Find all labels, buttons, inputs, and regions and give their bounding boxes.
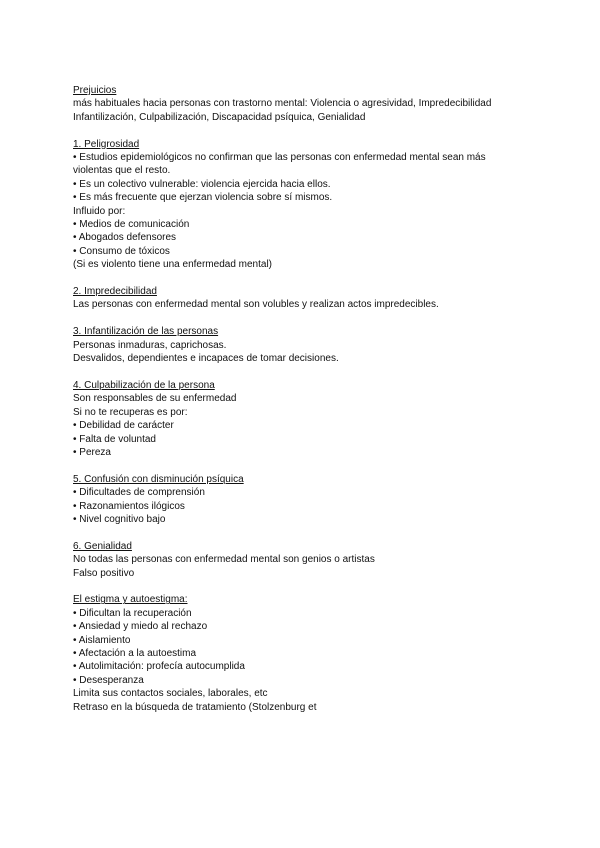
section bbox=[73, 379, 543, 459]
section bbox=[73, 325, 543, 365]
section-line: • Estudios epidemiológicos no confirman que las personas con enfermedad mental sean más bbox=[73, 152, 486, 164]
section-line: • Abogados defensores bbox=[73, 232, 177, 244]
intro-heading: Prejuicios bbox=[73, 85, 117, 96]
section-line: Son responsables de su enfermedad bbox=[73, 393, 237, 405]
section-heading: 4. Culpabilización de la persona bbox=[73, 379, 215, 391]
section-line: • Es más frecuente que ejerzan violencia sobre sí mismos. bbox=[73, 192, 333, 204]
section bbox=[73, 540, 543, 580]
section-line: Limita sus contactos sociales, laborales, etc bbox=[73, 688, 268, 700]
section-spacer bbox=[73, 312, 543, 325]
section-line: Retraso en la búsqueda de tratamiento (Stolzenburg et bbox=[73, 701, 317, 713]
section-spacer bbox=[73, 526, 543, 539]
section-line: • Razonamientos ilógicos bbox=[73, 500, 185, 512]
section-line: • Medios de comunicación bbox=[73, 219, 190, 231]
section bbox=[73, 473, 543, 527]
document-body bbox=[73, 84, 543, 714]
section-spacer bbox=[73, 580, 543, 593]
section-heading: 1. Peligrosidad bbox=[73, 138, 140, 150]
section-line: Las personas con enfermedad mental son volubles y realizan actos impredecibles. bbox=[73, 299, 439, 311]
section-line: • Es un colectivo vulnerable: violencia ejercida hacia ellos. bbox=[73, 178, 331, 190]
intro-line: más habituales hacia personas con trastorno mental: Violencia o agresividad, Impredecibilidad bbox=[73, 98, 492, 110]
section-spacer bbox=[73, 459, 543, 472]
section-line: (Si es violento tiene una enfermedad mental) bbox=[73, 259, 273, 271]
section-line: violentas que el resto. bbox=[73, 165, 171, 177]
section-line: Si no te recuperas es por: bbox=[73, 406, 188, 418]
section-line: • Consumo de tóxicos bbox=[73, 245, 170, 257]
section-line: Desvalidos, dependientes e incapaces de tomar decisiones. bbox=[73, 353, 339, 365]
section-line: • Pereza bbox=[73, 446, 111, 458]
section-heading: 2. Impredecibilidad bbox=[73, 286, 157, 298]
section-line: • Autolimitación: profecía autocumplida bbox=[73, 661, 245, 673]
section-line: • Ansiedad y miedo al rechazo bbox=[73, 621, 208, 633]
section-spacer bbox=[73, 365, 543, 378]
section-line: • Afectación a la autoestima bbox=[73, 647, 197, 659]
section-spacer bbox=[73, 124, 543, 137]
section-heading: 3. Infantilización de las personas bbox=[73, 326, 219, 338]
section-line: • Falta de voluntad bbox=[73, 433, 156, 445]
section-line: • Desesperanza bbox=[73, 674, 144, 686]
section-line: Influido por: bbox=[73, 205, 126, 217]
section-line: • Aislamiento bbox=[73, 634, 131, 646]
section-line: • Dificultades de comprensión bbox=[73, 487, 205, 499]
section-line: Falso positivo bbox=[73, 567, 135, 579]
section-line: No todas las personas con enfermedad mental son genios o artistas bbox=[73, 554, 375, 566]
section-heading: El estigma y autoestigma: bbox=[73, 594, 188, 606]
section-line: Personas inmaduras, caprichosas. bbox=[73, 339, 227, 351]
section-heading: 6. Genialidad bbox=[73, 540, 132, 552]
section-line: • Nivel cognitivo bajo bbox=[73, 513, 166, 525]
section-line: • Dificultan la recuperación bbox=[73, 607, 192, 619]
section-line: • Debilidad de carácter bbox=[73, 420, 174, 432]
section bbox=[73, 138, 543, 272]
sections bbox=[73, 124, 543, 714]
section-spacer bbox=[73, 272, 543, 285]
intro-line: Infantilización, Culpabilización, Discapacidad psíquica, Genialidad bbox=[73, 111, 366, 123]
section-heading: 5. Confusión con disminución psíquica bbox=[73, 473, 244, 485]
section bbox=[73, 593, 543, 714]
section bbox=[73, 285, 543, 312]
